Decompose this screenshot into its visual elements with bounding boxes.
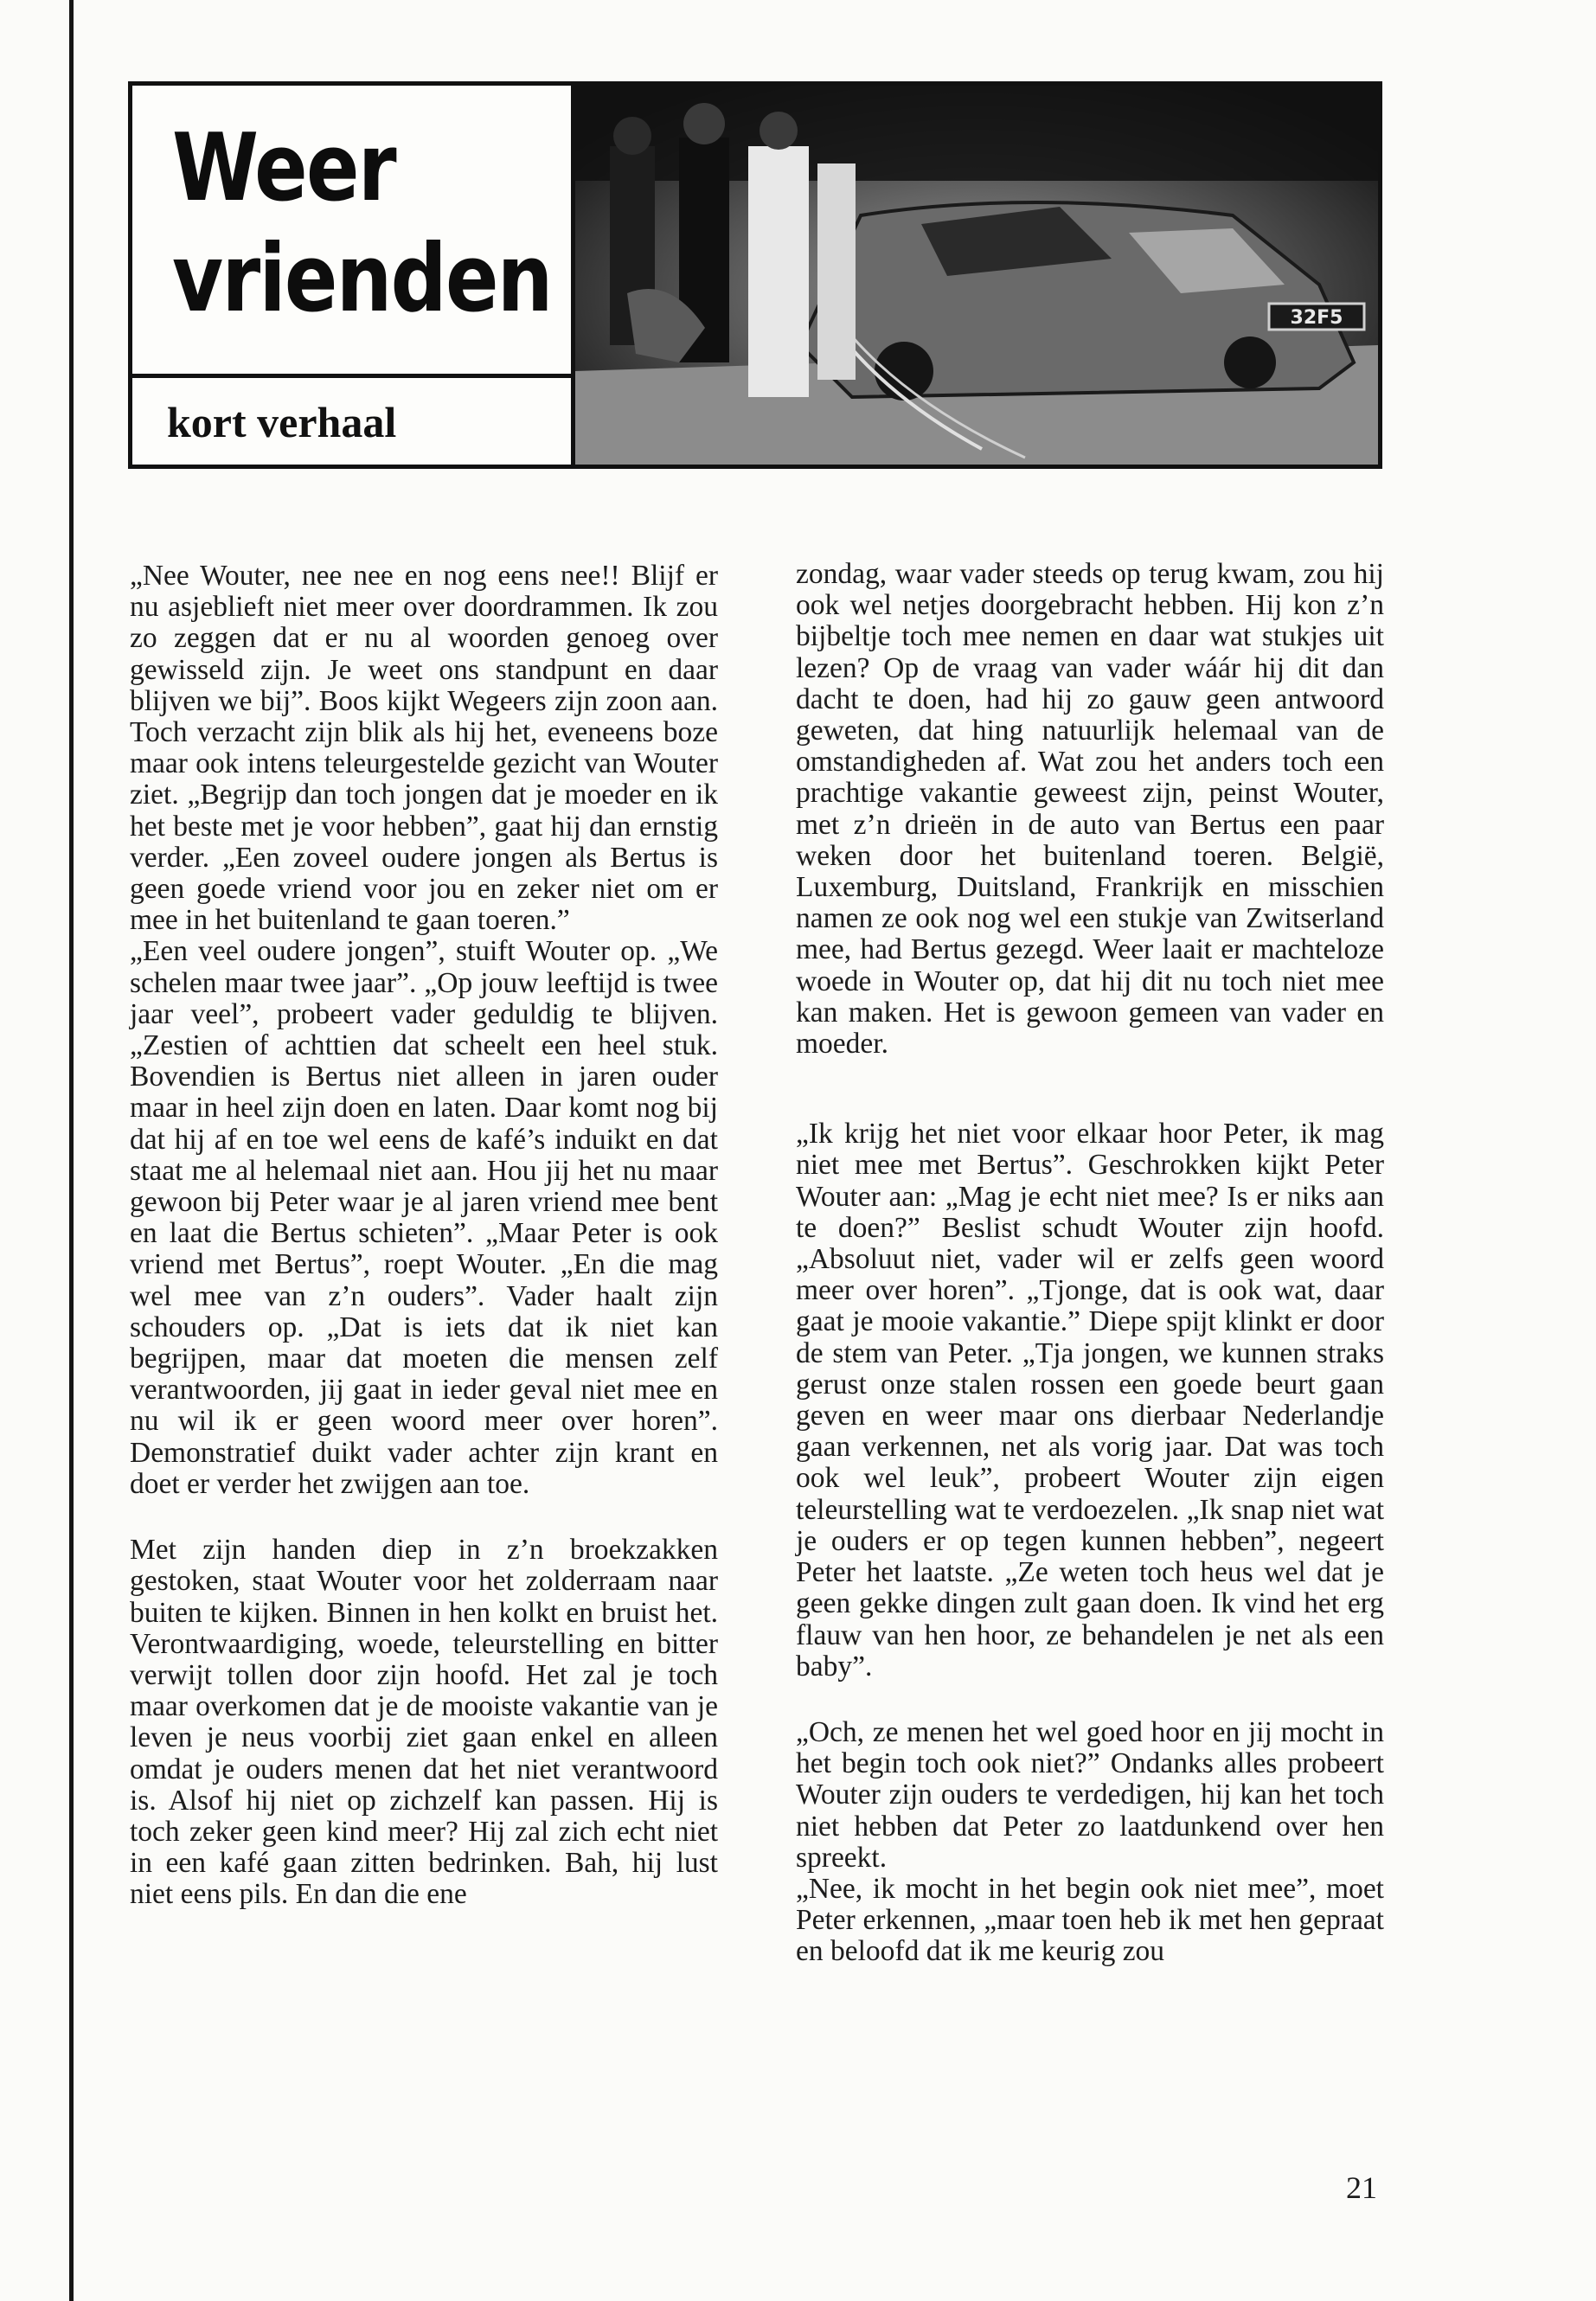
article-column-right <box>796 559 1384 1968</box>
page-number: 21 <box>1346 2170 1377 2205</box>
paragraph: zondag, waar vader steeds op terug kwam, zou hij ook wel netjes doorgebracht hebben. Hij kon z’n bijbeltje toch mee nemen en daar wat stukjes uit lezen? Op de vraag van vader wáár hij dit dan dacht te doen, had hij zo gauw geen antwoord geweten, dat hing natuurlijk helemaal van de omstandigheden af. Wat zou het anders toch een prachtige vakantie geweest zijn, peinst Wouter, met z’n drieën in de auto van Bertus een paar weken door het buitenland toeren. België, Luxemburg, Duitsland, Frankrijk en misschien namen ze ook nog wel een stukje van Zwitserland mee, had Bertus gezegd. Weer laait er machteloze woede in Wouter op, dat hij dit nu toch niet mee kan maken. Het is gewoon gemeen van vader en moeder. <box>796 558 1384 1061</box>
car-wheel-rear <box>1224 336 1276 388</box>
car-wheel-front <box>875 342 933 401</box>
paragraph: „Och, ze menen het wel goed hoor en jij mocht in het begin toch ook niet?” Ondanks alles probeert Wouter zijn ouders te verdedigen, hij kan het toch niet hebben dat Peter zo laatdunkend over hen spreekt. <box>796 1715 1384 1874</box>
subtitle-area <box>132 378 571 465</box>
bystander-2-head <box>683 103 725 144</box>
paragraph: „Nee, ik mocht in het begin ook niet mee”, moet Peter erkennen, „maar toen heb ik met hen gepraat en beloofd dat ik me keurig zou <box>796 1872 1384 1968</box>
title-line-2: vrienden <box>172 225 552 333</box>
title-panel <box>132 86 575 465</box>
article-column-left <box>130 561 718 1911</box>
title-line-1: Weer <box>172 114 395 222</box>
bystander-4 <box>817 163 856 380</box>
paragraph: „Een veel oudere jongen”, stuift Wouter op. „We schelen maar twee jaar”. „Op jouw leeftijd is twee jaar veel”, probeert vader geduldig te blijven. „Zestien of achttien dat scheelt een heel stuk. Bovendien is Bertus niet alleen in jaren ouder maar in heel zijn doen en laten. Daar komt nog bij dat hij af en toe wel eens de kafé’s induikt en dat staat me al helemaal niet aan. Hou jij het nu maar gewoon bij Peter waar je al jaren vriend mee bent en laat die Bertus schieten”. „Maar Peter is ook vriend met Bertus”, roept Wouter. „En die mag wel mee van z’n ouders”. Vader haalt zijn schouders op. „Dat is iets dat ik niet kan begrijpen, maar dat moeten die mensen zelf verantwoorden, jij gaat in ieder geval niet mee en nu wil ik er geen woord meer over horen”. Demonstratief duikt vader achter zijn krant en doet er verder het zwijgen aan toe. <box>130 935 718 1500</box>
accident-photo <box>575 86 1378 465</box>
paragraph: Met zijn handen diep in z’n broekzakken gestoken, staat Wouter voor het zolderraam naar buiten te kijken. Binnen in hen kolkt en bruist het. Verontwaardiging, woede, teleurstelling en bitter verwijt tollen door zijn hoofd. Het zal je toch maar overkomen dat je de mooiste vakantie van je leven je neus voorbij ziet gaan enkel en alleen omdat je ouders menen dat het niet verantwoord is. Alsof hij niet op zichzelf kan passen. Hij is toch zeker geen kind meer? Hij zal zich echt niet in een kafé gaan zitten bedrinken. Bah, hij lust niet eens pils. En dan die ene <box>130 1534 718 1911</box>
license-plate-text: 32F5 <box>1290 307 1343 329</box>
bystander-1-head <box>613 117 651 155</box>
article-header <box>128 81 1382 469</box>
accident-photo-illustration <box>575 86 1378 465</box>
paragraph: „Nee Wouter, nee nee en nog eens nee!! Blijf er nu asjeblieft niet meer over doordrammen. Ik zou zo zeggen dat er nu al woorden genoeg over gewisseld zijn. Je weet ons standpunt en daar blijven we bij”. Boos kijkt Wegeers zijn zoon aan. Toch verzacht zijn blik als hij het, eveneens boze maar ook intens teleurgestelde gezicht van Wouter ziet. „Begrijp dan toch jongen dat je moeder en ik het beste met je voor hebben”, gaat hij dan ernstig verder. „Een zoveel oudere jongen als Bertus is geen goede vriend voor jou en zeker niet om er mee in het buitenland te gaan toeren.” <box>130 560 718 937</box>
title-area <box>132 86 571 378</box>
bystander-white-coat <box>748 146 809 397</box>
page-edge-rule <box>69 0 74 2301</box>
paragraph: „Ik krijg het niet voor elkaar hoor Peter, ik mag niet mee met Bertus”. Geschrokken kijkt Peter Wouter aan: „Mag je echt niet mee? Is er niks aan te doen?” Beslist schudt Wouter zijn hoofd. „Absoluut niet, vader wil er zelfs geen woord meer over horen”. „Tjonge, dat is ook wat, daar gaat je mooie vakantie.” Diepe spijt klinkt er door de stem van Peter. „Tja jongen, we kunnen straks gerust onze stalen rossen een goede beurt gaan geven en weer maar ons dierbaar Nederlandje gaan verkennen, net als vorig jaar. Dat was toch ook wel leuk”, probeert Wouter zijn eigen teleurstelling wat te verdoezelen. „Ik snap niet wat je ouders er op tegen kunnen hebben”, negeert Peter het laatste. „Ze weten toch heus wel dat je geen gekke dingen zult gaan doen. Ik vind het erg flauw van hen hoor, ze behandelen je net als een baby”. <box>796 1118 1384 1682</box>
bystander-3-head <box>760 112 798 150</box>
subtitle: kort verhaal <box>167 398 397 446</box>
